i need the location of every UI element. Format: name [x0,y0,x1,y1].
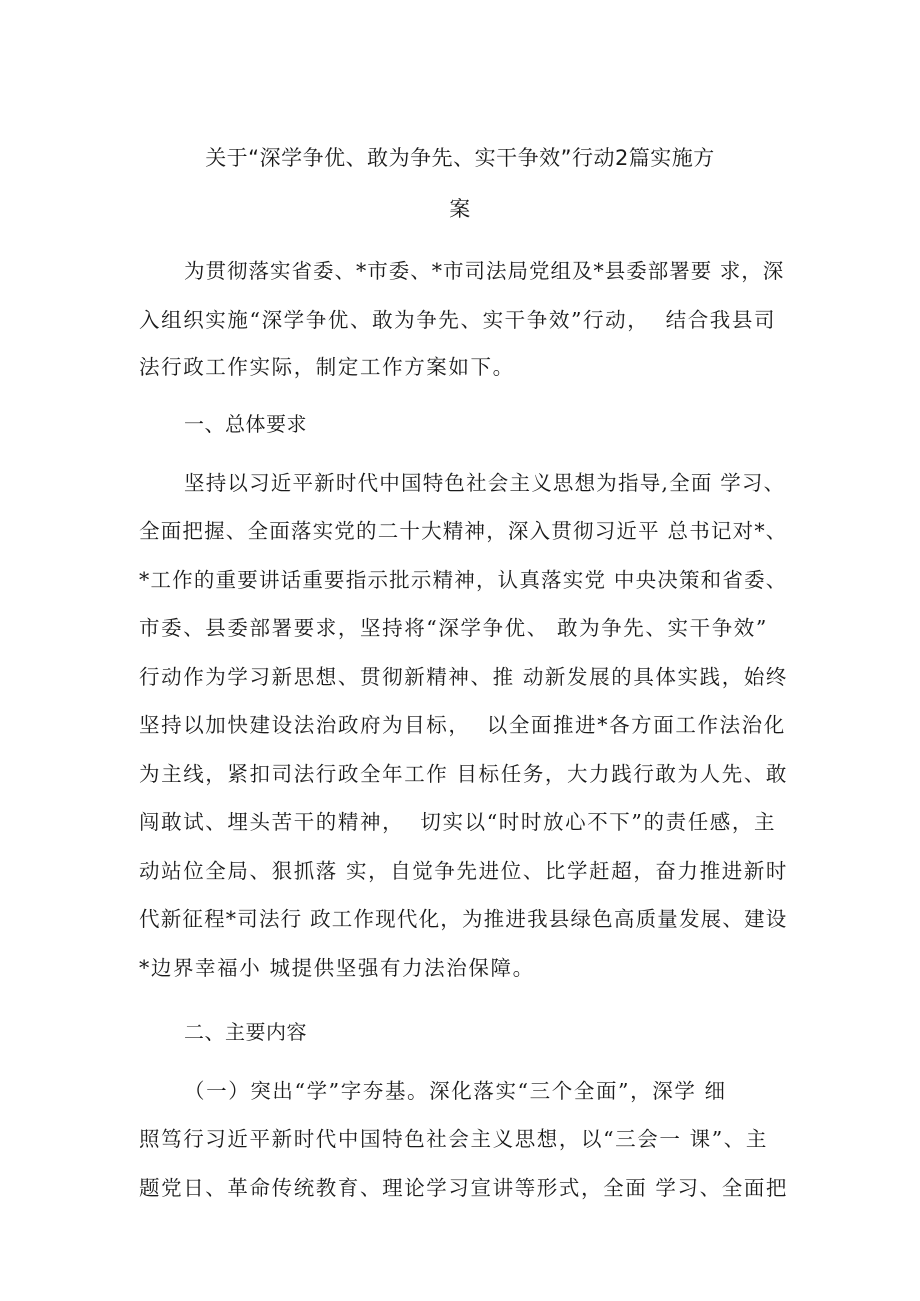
section-1-line: *工作的重要讲话重要指示批示精神，认真落实党 中央决策和省委、 [139,568,788,592]
section-1-line: 动站位全局、狠抓落 实，自觉争先进位、比学赶超，奋力推进新时 [139,859,789,883]
section-2-line: 照笃行习近平新时代中国特色社会主义思想，以“三会一 课”、主 [139,1127,768,1151]
intro-line: 入组织实施“深学争优、敢为争先、实干争效”行动， 结合我县司 [139,308,777,332]
section-1-line: 坚持以习近平新时代中国特色社会主义思想为指导,全面 学习、 [184,471,786,495]
document-title-line-1: 关于“深学争优、敢为争先、实干争效”行动2篇实施方 [205,146,715,170]
section-1-line: 代新征程*司法行 政工作现代化，为推进我县绿色高质量发展、建设 [139,907,788,931]
section-1-line: *边界幸福小 城提供坚强有力法治保障。 [139,956,535,980]
section-2-line: （一）突出“学”字夯基。深化落实“三个全面”，深学 细 [184,1079,727,1103]
section-1-line: 坚持以加快建设法治政府为目标， 以全面推进*各方面工作法治化 [139,713,786,737]
intro-line: 法行政工作实际，制定工作方案如下。 [139,355,515,379]
document-title-line-2: 案 [449,197,471,221]
intro-line: 为贯彻落实省委、*市委、*市司法局党组及*县委部署要 求，深 [184,259,785,283]
section-1-line: 为主线，紧扣司法行政全年工作 目标任务，大力践行敢为人先、敢 [139,762,789,786]
section-1-heading: 一、总体要求 [184,412,307,436]
section-1-line: 市委、县委部署要求，坚持将“深学争优、 敢为争先、实干争效” [139,616,768,640]
section-1-line: 全面把握、全面落实党的二十大精神，深入贯彻习近平 总书记对*、 [139,519,788,543]
section-2-heading: 二、主要内容 [184,1020,307,1044]
section-1-line: 行动作为学习新思想、贯彻新精神、推 动新发展的具体实践，始终 [139,665,789,689]
section-1-line: 闯敢试、埋头苦干的精神， 切实以“时时放心不下”的责任感，主 [139,810,777,834]
section-2-line: 题党日、革命传统教育、理论学习宣讲等形式，全面 学习、全面把 [139,1176,789,1200]
